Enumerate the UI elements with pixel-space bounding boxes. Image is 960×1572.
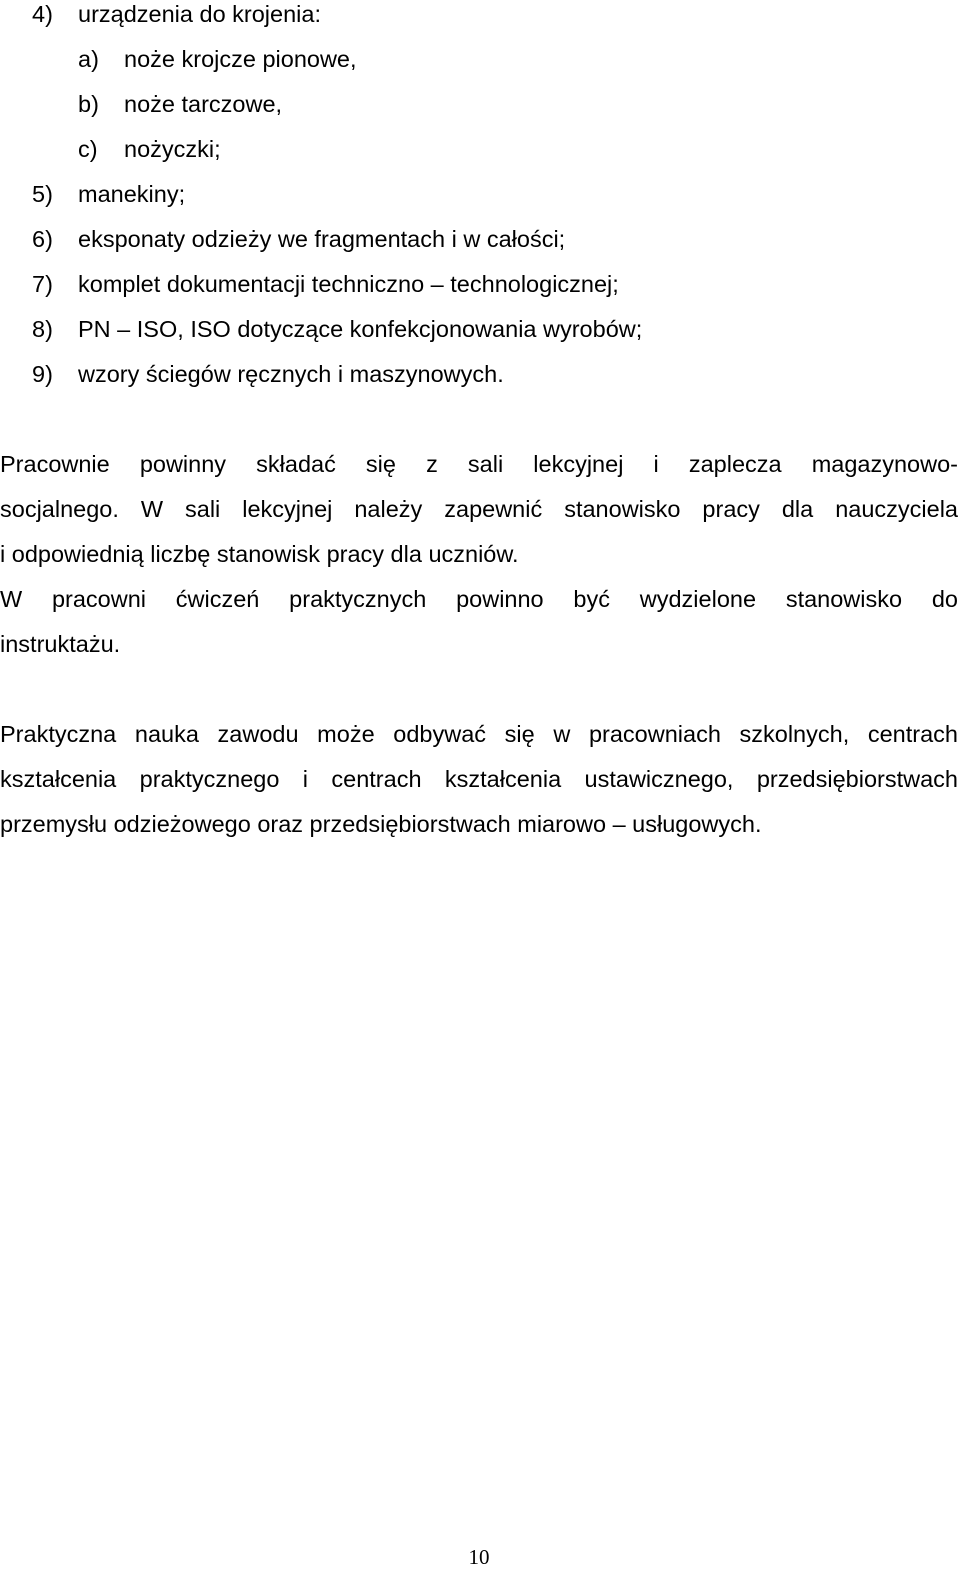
- paragraph-line: socjalnego. W sali lekcyjnej należy zapewnić stanowisko pracy dla nauczyciela: [0, 496, 958, 522]
- paragraph-line: Pracownie powinny składać się z sali lekcyjnej i zaplecza magazynowo-: [0, 451, 958, 477]
- list-item-text: wzory ściegów ręcznych i maszynowych.: [78, 361, 504, 387]
- sub-list-item-letter: c): [78, 136, 98, 162]
- paragraph-line: W pracowni ćwiczeń praktycznych powinno być wydzielone stanowisko do: [0, 586, 958, 612]
- sub-list-item-text: noże krojcze pionowe,: [124, 46, 357, 72]
- page-number: 10: [468, 1545, 490, 1569]
- sub-list-item-text: nożyczki;: [124, 136, 221, 162]
- paragraph-line: instruktażu.: [0, 631, 121, 657]
- paragraph-line: Praktyczna nauka zawodu może odbywać się w pracowniach szkolnych, centrach: [0, 721, 958, 747]
- list-item-text: urządzenia do krojenia:: [78, 1, 321, 27]
- list-item-number: 9): [32, 361, 53, 387]
- sub-list-item-text: noże tarczowe,: [124, 91, 283, 117]
- paragraph-line: i odpowiednią liczbę stanowisk pracy dla uczniów.: [0, 541, 519, 567]
- sub-list-item-letter: a): [78, 46, 99, 72]
- list-item-number: 6): [32, 226, 53, 252]
- list-item-text: PN – ISO, ISO dotyczące konfekcjonowania wyrobów;: [78, 316, 643, 342]
- sub-list-item-letter: b): [78, 91, 99, 117]
- list-item-number: 5): [32, 181, 53, 207]
- paragraph-line: przemysłu odzieżowego oraz przedsiębiorstwach miarowo – usługowych.: [0, 811, 762, 837]
- list-item-text: komplet dokumentacji techniczno – technologicznej;: [78, 271, 619, 297]
- list-item-text: manekiny;: [78, 181, 186, 207]
- list-item-number: 7): [32, 271, 53, 297]
- paragraph-line: kształcenia praktycznego i centrach kształcenia ustawicznego, przedsiębiorstwach: [0, 766, 958, 792]
- list-item-text: eksponaty odzieży we fragmentach i w całości;: [78, 226, 566, 252]
- list-item-number: 4): [32, 1, 53, 27]
- list-item-number: 8): [32, 316, 53, 342]
